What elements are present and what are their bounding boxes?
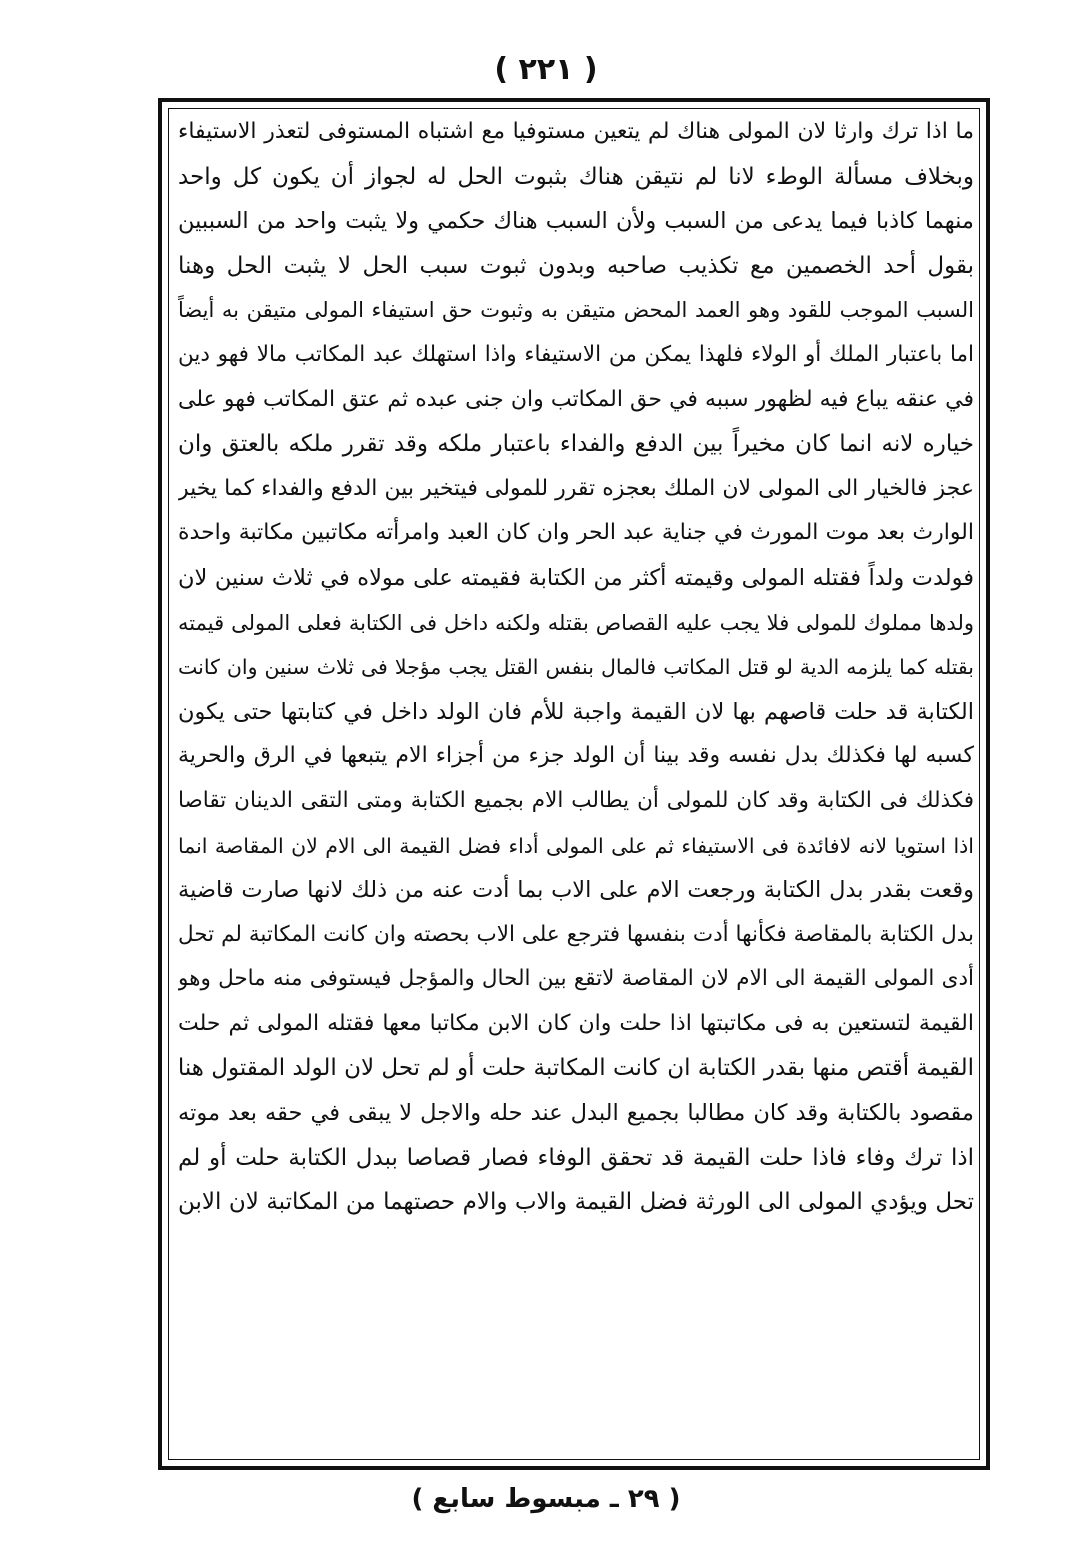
text-line: خياره لانه انما كان مخيراً بين الدفع والفداء باعتبار ملكه وقد تقرر ملكه بالعتق وان [178, 431, 974, 458]
text-line: الوارث بعد موت المورث في جناية عبد الحر وان كان العبد وامرأته مكاتبين مكاتبة واحدة [178, 520, 974, 546]
text-line: فكذلك فى الكتابة وقد كان للمولى أن يطالب الام بجميع الكتابة ومتى التقى الدينان تقاصا [178, 787, 974, 813]
page-number: ( ٢٢١ ) [494, 52, 598, 87]
text-line: بقتله كما يلزمه الدية لو قتل المكاتب فالمال بنفس القتل يجب مؤجلا فى ثلاث سنين وان كانت [178, 655, 974, 680]
text-line: بقول أحد الخصمين مع تكذيب صاحبه وبدون ثبوت سبب الحل لا يثبت الحل وهنا [178, 252, 974, 279]
text-line: الكتابة قد حلت قاصهم بها لان القيمة واجبة للأم فان الولد داخل في كتابتها حتى يكون [178, 698, 974, 725]
text-line: السبب الموجب للقود وهو العمد المحض متيقن به وثبوت حق استيفاء المولى متيقن به أيضاً [178, 298, 974, 323]
text-line: وقعت بقدر بدل الكتابة ورجعت الام على الاب بما أدت عنه من ذلك لانها صارت قاضية [178, 877, 974, 904]
page-text-body [178, 110, 974, 1450]
text-line: بدل الكتابة بالمقاصة فكأنها أدت بنفسها فترجع على الاب بحصته وان كانت المكاتبة لم تحل [178, 921, 974, 947]
text-line: عجز فالخيار الى المولى لان الملك بعجزه تقرر للمولى فيتخير بين الدفع والفداء كما يخير [178, 475, 974, 501]
text-line: مقصود بالكتابة وقد كان مطالبا بجميع البدل عند حله والاجل لا يبقى في حقه بعد موته [178, 1100, 974, 1127]
text-line: فولدت ولداً فقتله المولى وقيمته أكثر من الكتابة فقيمته على مولاه في ثلاث سنين لان [178, 564, 974, 591]
text-line: اذا ترك وفاء فاذا حلت القيمة قد تحقق الوفاء فصار قصاصا ببدل الكتابة حلت أو لم [178, 1144, 974, 1171]
text-line: ما اذا ترك وارثا لان المولى هناك لم يتعين مستوفيا مع اشتباه المستوفى لتعذر الاستيفاء [178, 119, 974, 144]
text-line: ولدها مملوك للمولى فلا يجب عليه القصاص بقتله ولكنه داخل فى الكتابة فعلى المولى قيمته [178, 610, 974, 635]
text-line: تحل ويؤدي المولى الى الورثة فضل القيمة والاب والام حصتهما من المكاتبة لان الابن [178, 1189, 974, 1216]
text-line: القيمة لتستعين به فى مكاتبتها اذا حلت وان كان الابن مكاتبا معها فقتله المولى ثم حلت [178, 1010, 974, 1036]
text-line: في عنقه يباع فيه لظهور سببه في حق المكاتب وان جنى عبده ثم عتق المكاتب فهو على [178, 386, 974, 412]
text-line: وبخلاف مسألة الوطء لانا لم نتيقن هناك بثبوت الحل له لجواز أن يكون كل واحد [178, 163, 974, 190]
text-line: اذا استويا لانه لافائدة فى الاستيفاء ثم على المولى أداء فضل القيمة الى الام لان المقاصة انما [178, 833, 974, 858]
text-line: أدى المولى القيمة الى الام لان المقاصة لاتقع بين الحال والمؤجل فيستوفى منه ماحل وهو [178, 966, 974, 992]
volume-footer: ( ٢٩ ـ مبسوط سابع ) [411, 1484, 681, 1514]
text-line: اما باعتبار الملك أو الولاء فلهذا يمكن من الاستيفاء واذا استهلك عبد المكاتب مالا فهو دين [178, 341, 974, 367]
text-line: منهما كاذبا فيما يدعى من السبب ولأن السبب هناك حكمي ولا يثبت واحد من السببين [178, 208, 974, 235]
text-line: القيمة أقتص منها بقدر الكتابة ان كانت المكاتبة حلت أو لم تحل لان الولد المقتول هنا [178, 1055, 974, 1082]
text-line: كسبه لها فكذلك بدل نفسه وقد بينا أن الولد جزء من أجزاء الام يتبعها في الرق والحرية [178, 743, 974, 769]
